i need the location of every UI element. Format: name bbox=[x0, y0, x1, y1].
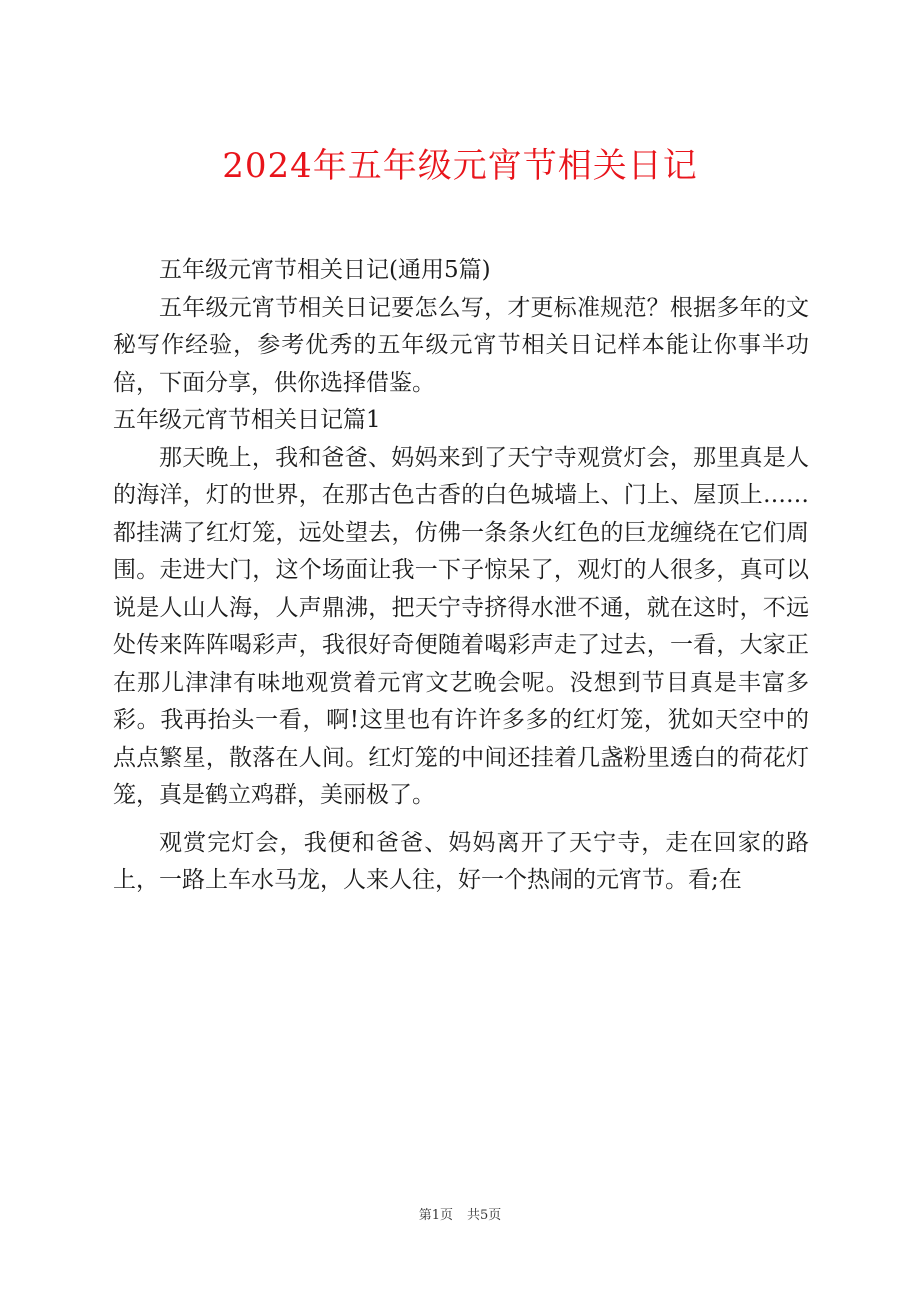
document-subtitle: 五年级元宵节相关日记(通用5篇) bbox=[159, 257, 491, 283]
page-footer bbox=[0, 1207, 920, 1225]
document-body bbox=[113, 252, 809, 900]
page-total: 共5页 bbox=[467, 1208, 502, 1223]
document-title: 2024年五年级元宵节相关日记 bbox=[222, 146, 698, 186]
page-number: 第1页 bbox=[418, 1208, 453, 1223]
body-paragraph: 那天晚上，我和爸爸、妈妈来到了天宁寺观赏灯会，那里真是人的海洋，灯的世界，在那古色古香的白色城墙上、门上、屋顶上……都挂满了红灯笼，远处望去，仿佛一条条火红色的巨龙缠绕在它们周围。走进大门，这个场面让我一下子惊呆了，观灯的人很多，真可以说是人山人海，人声鼎沸，把天宁寺挤得水泄不通，就在这时，不远处传来阵阵喝彩声，我很好奇便随着喝彩声走了过去，一看，大家正在那儿津津有味地观赏着元宵文艺晚会呢。没想到节目真是丰富多彩。我再抬头一看，啊!这里也有许许多多的红灯笼，犹如天空中的点点繁星，散落在人间。红灯笼的中间还挂着几盏粉里透白的荷花灯笼，真是鹤立鸡群，美丽极了。 bbox=[113, 444, 809, 808]
section-heading: 五年级元宵节相关日记篇1 bbox=[113, 407, 381, 433]
intro-paragraph: 五年级元宵节相关日记要怎么写，才更标准规范？根据多年的文秘写作经验，参考优秀的五年级元宵节相关日记样本能让你事半功倍，下面分享，供你选择借鉴。 bbox=[113, 294, 809, 396]
body-paragraph: 观赏完灯会，我便和爸爸、妈妈离开了天宁寺，走在回家的路上，一路上车水马龙，人来人往，好一个热闹的元宵节。看;在 bbox=[113, 829, 809, 893]
